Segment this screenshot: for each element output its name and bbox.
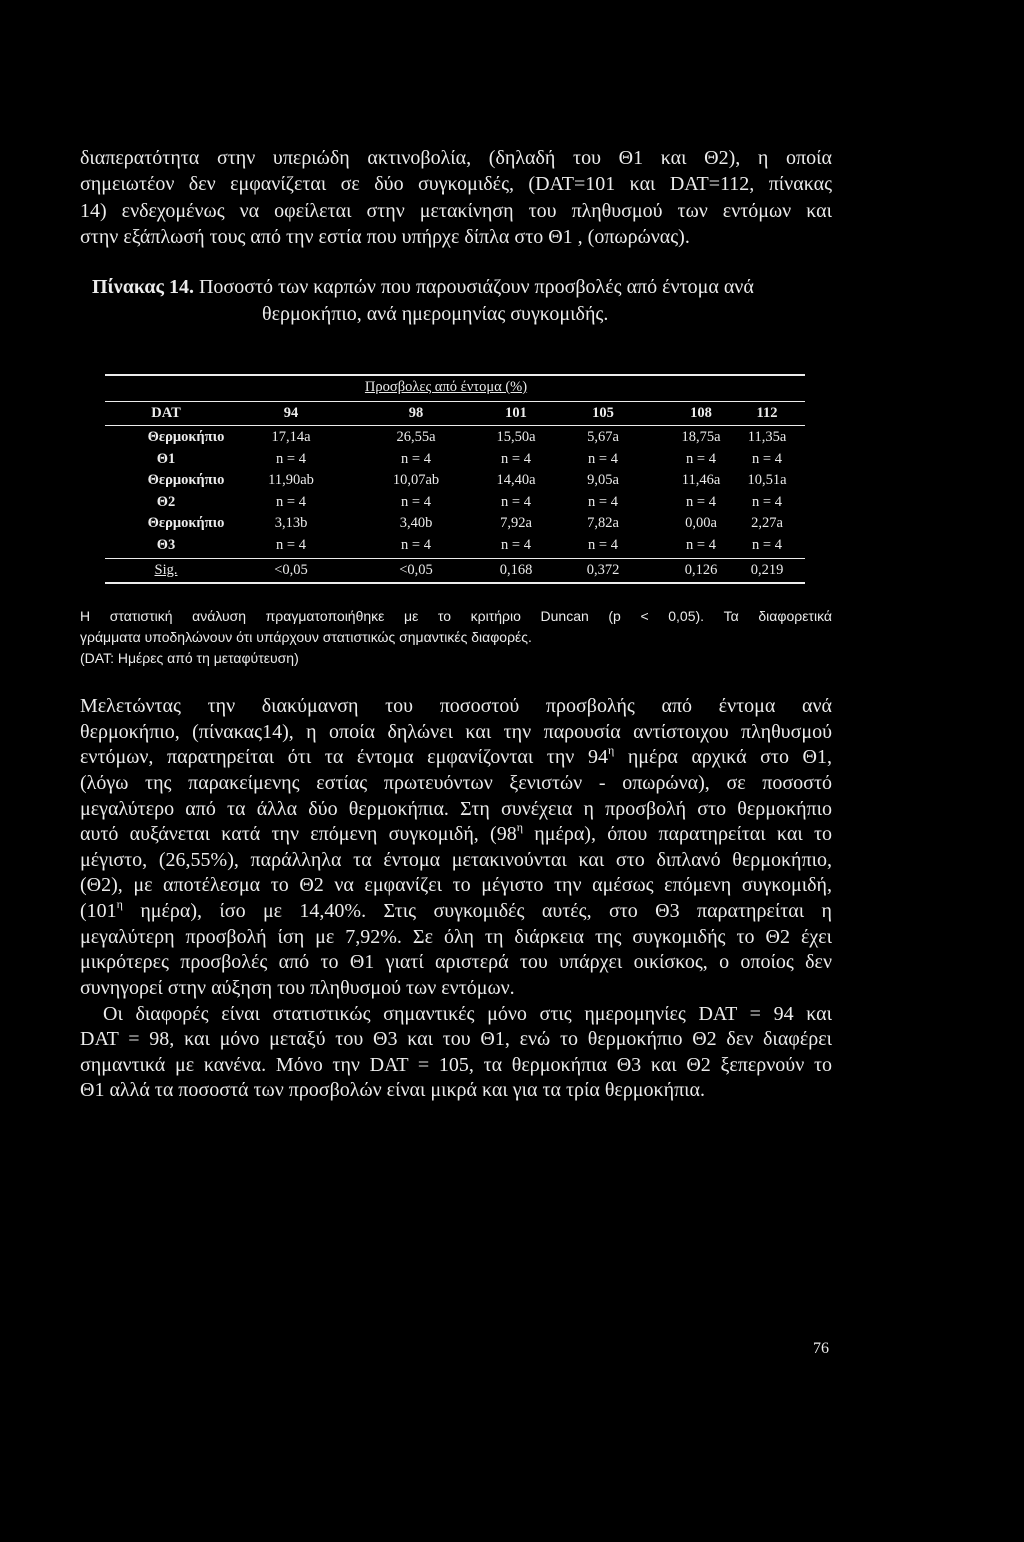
text-line: 14) ενδεχομένως να οφείλεται στην μετακίνηση του πληθυσμού των εντόμων και — [80, 199, 832, 222]
note-line: γράμματα υποδηλώνουν ότι υπάρχουν στατιστικώς σημαντικές διαφορές. — [80, 629, 532, 645]
table-rule — [105, 558, 805, 559]
greenhouse-label: Θερμοκήπιο — [147, 515, 225, 531]
text-line: σημειωτέον δεν εμφανίζεται σε δύο συγκομιδές, (DAT=101 και DAT=112, πίνακας — [80, 173, 832, 196]
cell-n: n = 4 — [501, 493, 531, 510]
cell-n: n = 4 — [588, 450, 618, 467]
cell-value: 11,46a — [681, 472, 721, 488]
header-day: 112 — [756, 405, 778, 421]
header-day: 105 — [592, 405, 614, 421]
text-line: μέγιστο, (26,55%), παράλληλα τα έντομα μετακινούνται και στο διπλανό θερμοκήπιο, — [80, 848, 832, 871]
cell-value: 11,35a — [747, 429, 787, 445]
table-cell — [722, 427, 812, 470]
cell-value: 11,90ab — [268, 472, 314, 488]
table-cell — [246, 470, 336, 513]
text-line: στην εξάπλωσή τους από την εστία που υπήρχε δίπλα στο Θ1 , (οπωρώνας). — [80, 225, 690, 248]
cell-value: 5,67a — [587, 429, 619, 445]
text-line: Οι διαφορές είναι στατιστικώς σημαντικές μόνο στις ημερομηνίες DAT = 94 και — [103, 1002, 832, 1025]
text-line: (Θ2), με αποτέλεσμα το Θ2 να εμφανίζει το μέγιστο την αμέσως επόμενη συγκομιδή, — [80, 874, 832, 897]
cell-n: n = 4 — [588, 493, 618, 510]
body-text — [80, 694, 832, 1104]
table-row — [0, 470, 1024, 513]
text-line: Θ1 αλλά τα ποσοστά των προσβολών είναι μικρά και για τα τρία θερμοκήπια. — [80, 1079, 706, 1102]
cell-n: n = 4 — [752, 493, 782, 510]
cell-n: n = 4 — [752, 450, 782, 467]
greenhouse-id: Θ3 — [156, 536, 176, 553]
cell-value: 10,07ab — [392, 472, 440, 488]
cell-value: 3,40b — [399, 515, 433, 531]
text-line: διαπερατότητα στην υπεριώδη ακτινοβολία, (δηλαδή του Θ1 και Θ2), η οποία — [80, 147, 832, 169]
sig-value: 0,168 — [499, 562, 533, 578]
table-cell — [558, 513, 648, 556]
cell-n: n = 4 — [276, 493, 306, 510]
table-bottom-rule — [105, 582, 805, 584]
table-notes — [80, 606, 832, 669]
header-dat: DAT — [151, 405, 181, 421]
table-cell — [471, 513, 561, 556]
greenhouse-label: Θερμοκήπιο — [147, 429, 225, 445]
cell-n: n = 4 — [276, 450, 306, 467]
text-line: θερμοκήπιο, (πίνακας14), η οποία δηλώνει και την παρουσία αντίστοιχου πληθυσμού — [80, 720, 832, 743]
table-caption-line-2: θερμοκήπιο, ανά ημερομηνίας συγκομιδής. — [262, 303, 609, 325]
table-rule — [105, 425, 805, 426]
greenhouse-id: Θ1 — [156, 450, 176, 467]
text-line: (λόγω της παρακείμενης εστίας πρωτευόντων ξενιστών - οπωρώνα), σε ποσοστό — [80, 771, 832, 794]
table-cell — [558, 470, 648, 513]
text-segment: εντόμων, παρατηρείται ότι τα έντομα εμφανίζονται την 94 — [80, 746, 608, 769]
cell-value: 10,51a — [747, 472, 787, 488]
sig-value: 0,372 — [586, 562, 620, 578]
sig-value: <0,05 — [274, 562, 308, 578]
cell-n: n = 4 — [276, 536, 306, 553]
table-cell — [471, 427, 561, 470]
text-line: συνηγορεί στην αύξηση του πληθυσμού των εντόμων. — [80, 976, 515, 999]
table-cell — [246, 427, 336, 470]
text-line: σημαντικά με κανένα. Μόνο την DAT = 105, τα θερμοκήπια Θ3 και Θ2 ξεπερνούν το — [80, 1053, 832, 1076]
cell-n: n = 4 — [501, 536, 531, 553]
table-cell — [246, 513, 336, 556]
cell-n: n = 4 — [686, 536, 716, 553]
note-line: (DAT: Ημέρες από τη μεταφύτευση) — [80, 650, 299, 666]
header-day: 101 — [505, 405, 527, 421]
text-line — [80, 745, 832, 771]
text-line — [80, 899, 832, 925]
table-cell — [471, 470, 561, 513]
cell-n: n = 4 — [401, 536, 431, 553]
table-row — [0, 427, 1024, 470]
cell-n: n = 4 — [401, 493, 431, 510]
text-line: Μελετώντας την διακύμανση του ποσοστού προσβολής από έντομα ανά — [80, 695, 832, 717]
table-cell — [722, 513, 812, 556]
text-segment: αυτό αυξάνεται κατά την επόμενη συγκομιδή, (98 — [80, 823, 517, 846]
cell-n: n = 4 — [501, 450, 531, 467]
text-line — [80, 822, 832, 848]
cell-value: 3,13b — [274, 515, 308, 531]
header-day: 108 — [690, 405, 712, 421]
cell-value: 7,82a — [587, 515, 619, 531]
text-segment: ημέρα), όπου παρατηρείται και το — [523, 823, 832, 846]
note-line: Η στατιστική ανάλυση πραγματοποιήθηκε με το κριτήριο Duncan (p < 0,05). Τα διαφορετικά — [80, 608, 832, 624]
table-cell — [371, 427, 461, 470]
cell-value: 7,92a — [500, 515, 532, 531]
cell-n: n = 4 — [686, 450, 716, 467]
table-rule — [105, 401, 805, 402]
table-title: Προσβολες από έντομα (%) — [364, 379, 528, 395]
sig-label: Sig. — [154, 562, 178, 578]
greenhouse-label: Θερμοκήπιο — [147, 472, 225, 488]
header-day: 94 — [283, 405, 299, 421]
table-cell — [371, 513, 461, 556]
sig-value: 0,126 — [684, 562, 718, 578]
superscript: η — [607, 743, 615, 758]
text-line: μεγαλύτερη προσβολή ίση με 7,92%. Σε όλη τη διάρκεια της συγκομιδής το Θ2 έχει — [80, 925, 832, 948]
text-line: μεγαλύτερο από τα άλλα δύο θερμοκήπια. Στη συνέχεια η προσβολή στο θερμοκήπιο — [80, 797, 832, 820]
sig-value: 0,219 — [750, 562, 784, 578]
cell-value: 14,40a — [496, 472, 536, 488]
text-line: DAT = 98, και μόνο μεταξύ του Θ3 και του Θ1, ενώ το θερμοκήπιο Θ2 δεν διαφέρει — [80, 1028, 832, 1051]
cell-n: n = 4 — [401, 450, 431, 467]
cell-value: 9,05a — [587, 472, 619, 488]
text-line: μικρότερες προσβολές από το Θ1 γιατί αριστερά του υπάρχει οικίσκος, ο οποίος δεν — [80, 951, 832, 974]
sig-value: <0,05 — [399, 562, 433, 578]
table-caption-text: Ποσοστό των καρπών που παρουσιάζουν προσβολές από έντομα ανά — [193, 276, 754, 298]
text-segment: ημέρα αρχικά στο Θ1, — [614, 746, 833, 769]
superscript: η — [516, 820, 523, 835]
header-day: 98 — [408, 405, 424, 421]
cell-n: n = 4 — [752, 536, 782, 553]
cell-n: n = 4 — [588, 536, 618, 553]
text-segment: (101 — [80, 900, 117, 922]
superscript: η — [116, 897, 123, 911]
cell-value: 26,55a — [396, 429, 436, 445]
cell-n: n = 4 — [686, 493, 716, 510]
greenhouse-id: Θ2 — [156, 493, 176, 510]
table-cell — [558, 427, 648, 470]
table-cell — [722, 470, 812, 513]
text-segment: ημέρα), ίσο με 14,40%. Στις συγκομιδές αυτές, στο Θ3 παρατηρείται η — [122, 900, 832, 922]
results-table — [0, 0, 1024, 600]
cell-value: 2,27a — [751, 515, 783, 531]
cell-value: 15,50a — [496, 429, 536, 445]
cell-value: 0,00a — [685, 515, 717, 531]
table-caption-label: Πίνακας 14. — [92, 276, 194, 298]
table-row — [0, 513, 1024, 556]
table-cell — [371, 470, 461, 513]
page-number: 76 — [813, 1340, 829, 1357]
cell-value: 17,14a — [271, 429, 311, 445]
cell-value: 18,75a — [681, 429, 721, 445]
